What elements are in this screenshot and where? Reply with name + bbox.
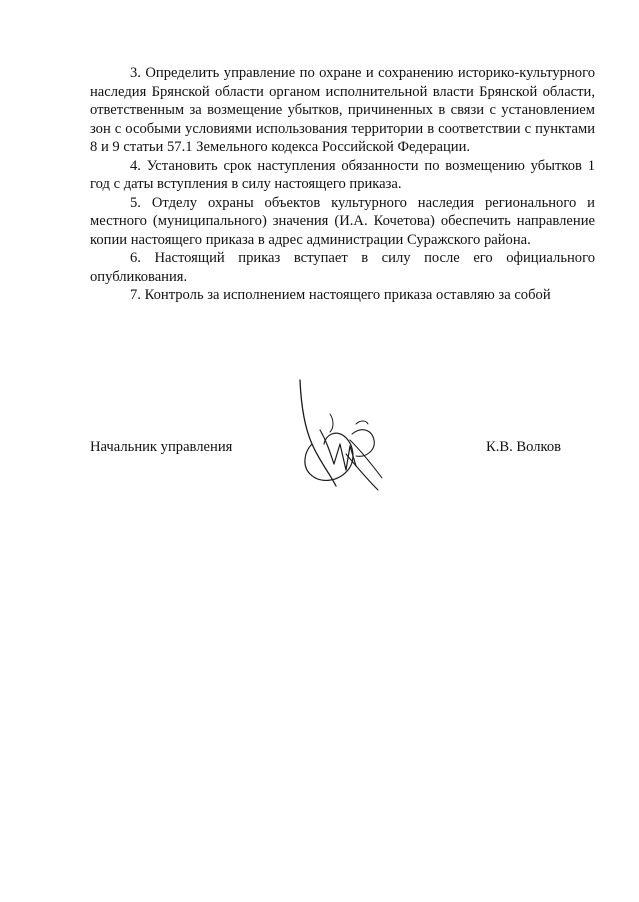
paragraph-3: 3. Определить управление по охране и сохранению историко-культурного наследия Брянской области органом исполнительной власти Брянской области, ответственным за возмещение убытков, причиненных в связи с установлением зон с особыми условиями использования территории в соответствии с пунктами 8 и 9 статьи 57.1 Земельного кодекса Российской Федерации. — [90, 65, 595, 155]
paragraph-6: 6. Настоящий приказ вступает в силу после его официального опубликования. — [90, 250, 595, 285]
paragraph-5: 5. Отделу охраны объектов культурного наследия регионального и местного (муниципального) значения (И.А. Кочетова) обеспечить направление копии настоящего приказа в адрес администрации Суражского района. — [90, 194, 595, 248]
signatory-title: Начальник управления — [90, 439, 233, 455]
handwritten-signature — [290, 374, 394, 498]
signatory-name: К.В. Волков — [486, 439, 562, 455]
order-body — [90, 64, 595, 305]
paragraph-4: 4. Установить срок наступления обязанности по возмещению убытков 1 год с даты вступления в силу настоящего приказа. — [90, 157, 595, 192]
paragraph-7: 7. Контроль за исполнением настоящего приказа оставляю за собой — [130, 287, 551, 303]
